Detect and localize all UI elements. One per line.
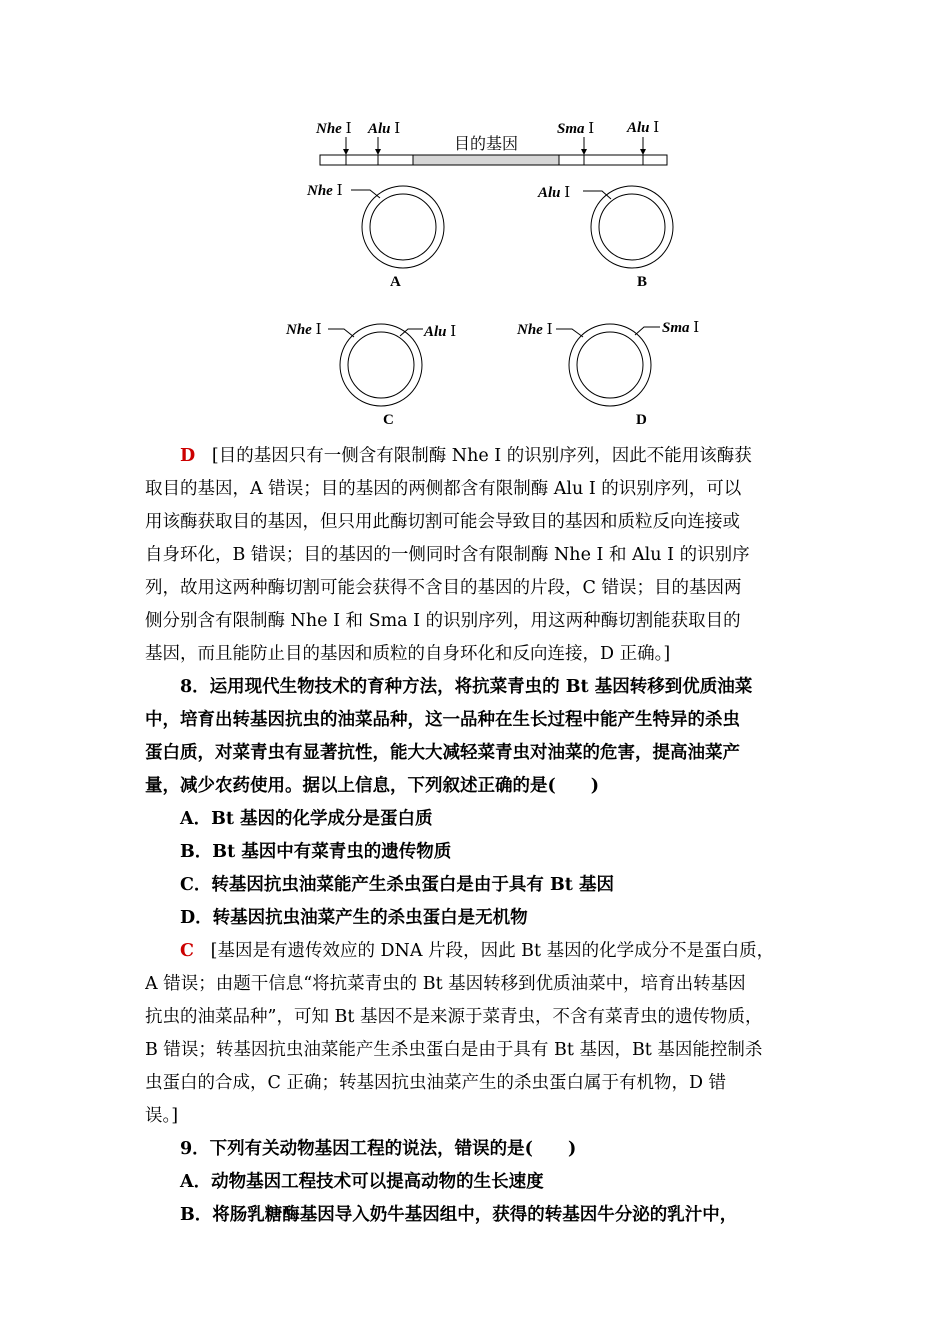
plasmid-d-label: D	[636, 412, 647, 428]
q7-answer-line-6: 侧分别含有限制酶 Nhe Ⅰ 和 Sma Ⅰ 的识别序列，用这两种酶切割能获取目的	[145, 611, 741, 631]
document-body	[145, 440, 810, 1232]
svg-text:Sma Ⅰ: Sma Ⅰ	[662, 320, 700, 336]
plasmid-a	[306, 183, 444, 290]
q8-answer-line-3: 抗虫的油菜品种”，可知 Bt 基因不是来源于菜青虫，不含有菜青虫的遗传物质，	[145, 1007, 763, 1027]
plasmid-b-label: B	[637, 274, 648, 290]
q8-stem-line-4: 量，减少农药使用。据以上信息，下列叙述正确的是( )	[145, 776, 600, 796]
plasmid-c-label: C	[383, 412, 394, 428]
site-arrow-nhe	[343, 137, 349, 155]
q8-stem-line-1: 8．运用现代生物技术的育种方法，将抗菜青虫的 Bt 基因转移到优质油菜	[180, 677, 753, 697]
q7-answer-line-7: 基因，而且能防止目的基因和质粒的自身环化和反向连接，D 正确。]	[145, 644, 671, 664]
q9-option-a: A．动物基因工程技术可以提高动物的生长速度	[180, 1172, 544, 1192]
q9-stem: 9．下列有关动物基因工程的说法，错误的是( )	[180, 1139, 577, 1159]
svg-text:Alu Ⅰ: Alu Ⅰ	[538, 185, 571, 201]
svg-text:Alu Ⅰ: Alu Ⅰ	[424, 324, 457, 340]
q7-answer-line-3: 用该酶获取目的基因，但只用此酶切割可能会导致目的基因和质粒反向连接或	[145, 512, 740, 532]
gene-label: 目的基因	[453, 136, 519, 153]
site-label-sma: Sma Ⅰ	[557, 121, 595, 137]
site-arrow-alu-right	[640, 137, 646, 155]
dna-bar	[320, 155, 667, 165]
site-label-alu-left: Alu Ⅰ	[368, 121, 401, 137]
q8-answer-line-6: 误。]	[145, 1106, 179, 1126]
q8-stem-line-2: 中，培育出转基因抗虫的油菜品种，这一品种在生长过程中能产生特异的杀虫	[145, 710, 740, 730]
svg-text:Nhe Ⅰ: Nhe Ⅰ	[286, 322, 322, 338]
q9-option-b: B．将肠乳糖酶基因导入奶牛基因组中，获得的转基因牛分泌的乳汁中，	[180, 1205, 738, 1225]
q7-answer-letter: D	[180, 446, 196, 466]
q8-answer-letter: C	[180, 941, 194, 961]
q8-answer-line-5: 虫蛋白的合成，C 正确；转基因抗虫油菜产生的杀虫蛋白属于有机物，D 错	[145, 1073, 727, 1093]
q7-answer-line-5: 列，故用这两种酶切割可能会获得不含目的基因的片段，C 错误；目的基因两	[145, 578, 742, 598]
svg-text:Nhe Ⅰ: Nhe Ⅰ	[517, 322, 553, 338]
q8-answer-line-4: B 错误；转基因抗虫油菜能产生杀虫蛋白是由于具有 Bt 基因，Bt 基因能控制杀	[145, 1040, 763, 1060]
q8-option-d: D．转基因抗虫油菜产生的杀虫蛋白是无机物	[180, 908, 528, 928]
q8-answer-line-1: C [基因是有遗传效应的 DNA 片段，因此 Bt 基因的化学成分不是蛋白质，	[180, 941, 775, 961]
site-arrow-sma	[581, 137, 587, 155]
plasmid-c	[285, 322, 456, 428]
q8-option-b: B．Bt 基因中有菜青虫的遗传物质	[180, 842, 452, 862]
q8-answer-line-2: A 错误；由题干信息“将抗菜青虫的 Bt 基因转移到优质油菜中，培育出转基因	[145, 974, 746, 994]
plasmid-a-label: A	[390, 274, 401, 290]
svg-text:Nhe Ⅰ: Nhe Ⅰ	[307, 183, 343, 199]
q7-answer-line-2: 取目的基因，A 错误；目的基因的两侧都含有限制酶 Alu Ⅰ 的识别序列，可以	[145, 479, 742, 499]
q7-answer-line-4: 自身环化，B 错误；目的基因的一侧同时含有限制酶 Nhe Ⅰ 和 Alu Ⅰ 的识别序	[145, 545, 750, 565]
site-label-alu-right: Alu Ⅰ	[627, 120, 660, 136]
plasmid-b	[537, 185, 673, 290]
site-arrow-alu-left	[375, 137, 381, 155]
q7-answer-line-1: D [目的基因只有一侧含有限制酶 Nhe Ⅰ 的识别序列，因此不能用该酶获	[180, 446, 752, 466]
q8-stem-line-3: 蛋白质，对菜青虫有显著抗性，能大大减轻菜青虫对油菜的危害，提高油菜产	[145, 743, 740, 763]
plasmid-d	[516, 320, 699, 428]
site-label-nhe: Nhe Ⅰ	[316, 121, 352, 137]
q8-option-a: A．Bt 基因的化学成分是蛋白质	[180, 809, 433, 829]
restriction-site-diagram	[0, 0, 950, 440]
q8-option-c: C．转基因抗虫油菜能产生杀虫蛋白是由于具有 Bt 基因	[180, 875, 614, 895]
